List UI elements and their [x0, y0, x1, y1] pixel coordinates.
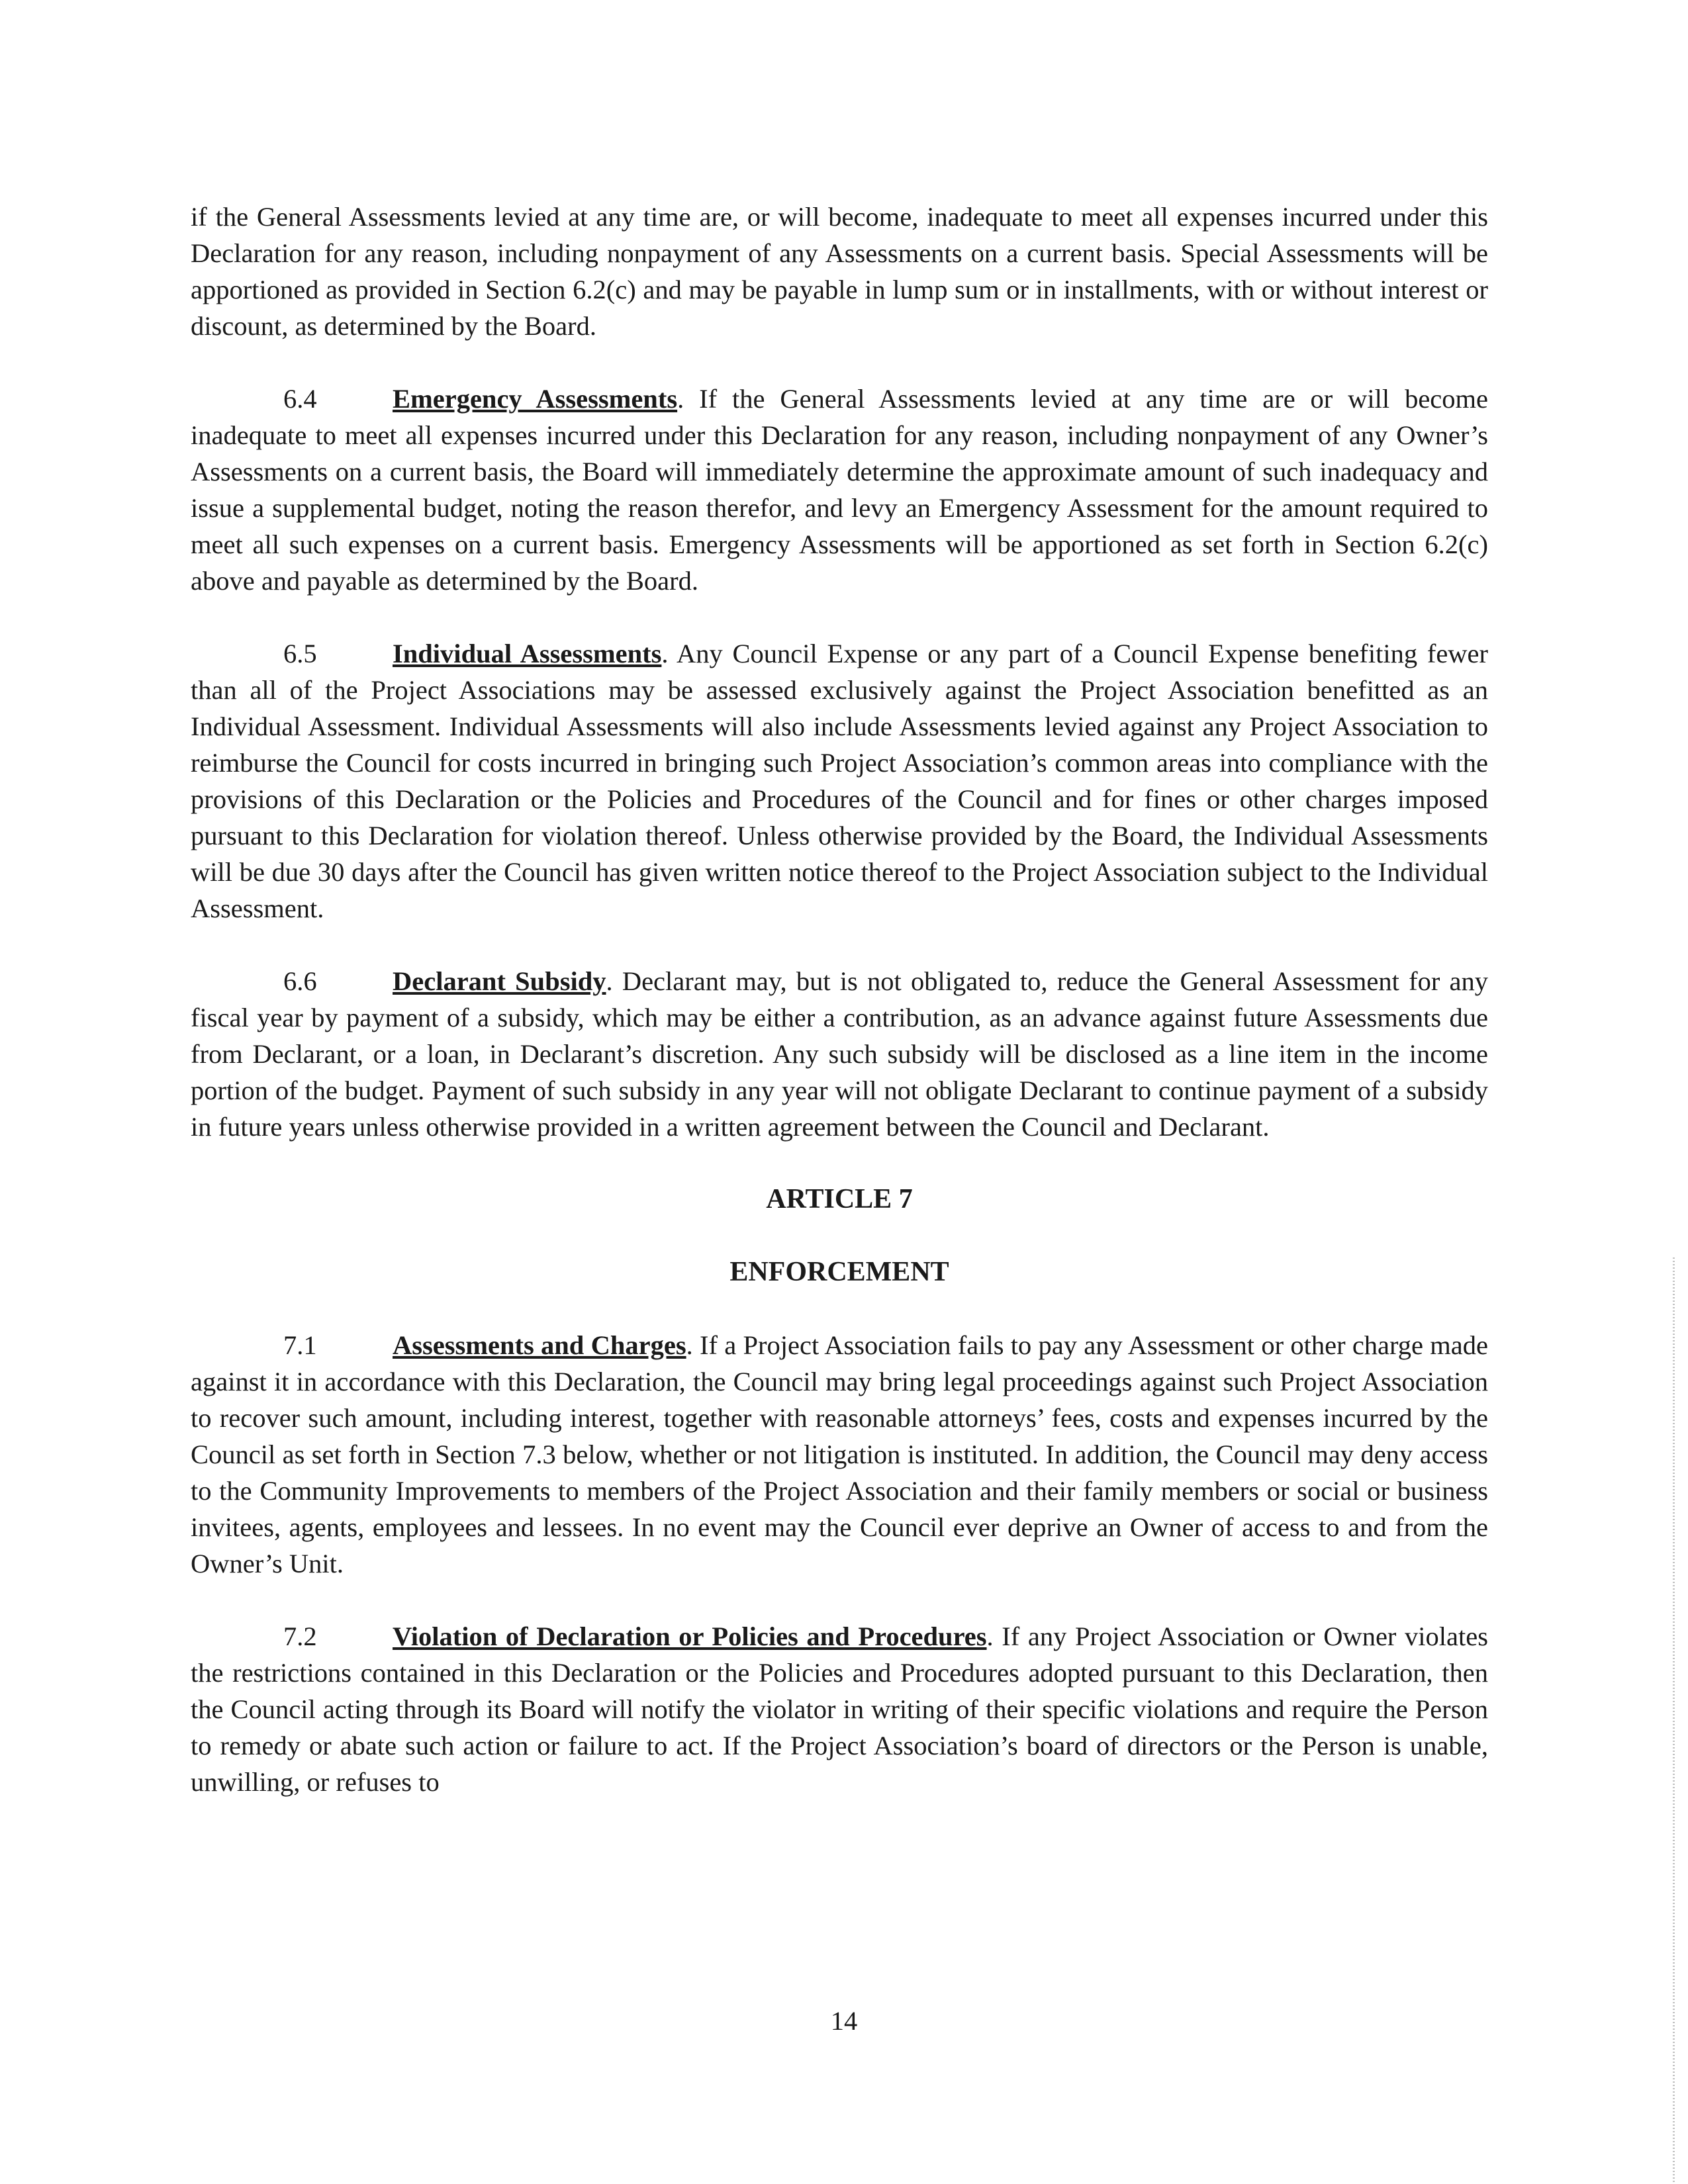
section-number: 6.5	[283, 639, 317, 668]
scan-edge-artifact	[1673, 1257, 1675, 2184]
section-body: If a Project Association fails to pay any Assessment or other charge made against it in accordance with this Declaration, the Council may bring legal proceedings against such Project Association to recover such amount, including interest, together with reasonable attorneys’ fees, costs and expenses incurred by the Council as set forth in Section 7.3 below, whether or not litigation is instituted. In addition, the Council may deny access to the Community Improvements to members of the Project Association and their family members or social or business invitees, agents, employees and lessees. In no event may the Council ever deprive an Owner of access to and from the Owner’s Unit.	[191, 1330, 1488, 1578]
section-6-4: 6.4 Emergency Assessments. If the General Assessments levied at any time are or will become inadequate to meet all expenses incurred under this Declaration for any reason, including nonpayment of any Owner’s Assessments on a current basis, the Board will immediately determine the approximate amount of such inadequacy and issue a supplemental budget, noting the reason therefor, and levy an Emergency Assessment for the amount required to meet all such expenses on a current basis. Emergency Assessments will be apportioned as set forth in Section 6.2(c) above and payable as determined by the Board.	[191, 381, 1488, 599]
section-body: If any Project Association or Owner violates the restrictions contained in this Declaration or the Policies and Procedures adopted pursuant to this Declaration, then the Council acting through its Board will notify the violator in writing of their specific violations and require the Person to remedy or abate such action or failure to act. If the Project Association’s board of directors or the Person is unable, unwilling, or refuses to	[191, 1621, 1488, 1797]
section-body: Declarant may, but is not obligated to, reduce the General Assessment for any fiscal year by payment of a subsidy, which may be either a contribution, as an advance against future Assessments due from Declarant, or a loan, in Declarant’s discretion. Any such subsidy will be disclosed as a line item in the income portion of the budget. Payment of such subsidy in any year will not obligate Declarant to continue payment of a subsidy in future years unless otherwise provided in a written agreement between the Council and Declarant.	[191, 966, 1488, 1142]
section-6-6: 6.6 Declarant Subsidy. Declarant may, but is not obligated to, reduce the General Assessment for any fiscal year by payment of a subsidy, which may be either a contribution, as an advance against future Assessments due from Declarant, or a loan, in Declarant’s discretion. Any such subsidy will be disclosed as a line item in the income portion of the budget. Payment of such subsidy in any year will not obligate Declarant to continue payment of a subsidy in future years unless otherwise provided in a written agreement between the Council and Declarant.	[191, 963, 1488, 1145]
section-7-2: 7.2 Violation of Declaration or Policies and Procedures. If any Project Association or Owner violates the restrictions contained in this Declaration or the Policies and Procedures adopted pursuant to this Declaration, then the Council acting through its Board will notify the violator in writing of their specific violations and require the Person to remedy or abate such action or failure to act. If the Project Association’s board of directors or the Person is unable, unwilling, or refuses to	[191, 1618, 1488, 1800]
section-heading: Assessments and Charges	[393, 1330, 686, 1360]
section-heading: Emergency Assessments	[393, 384, 678, 414]
page-number: 14	[830, 2006, 858, 2036]
section-body: Any Council Expense or any part of a Council Expense benefiting fewer than all of the Project Associations may be assessed exclusively against the Project Association benefitted as an Individual Assessment. Individual Assessments will also include Assessments levied against any Project Association to reimburse the Council for costs incurred in bringing such Project Association’s common areas into compliance with the provisions of this Declaration or the Policies and Procedures of the Council and for fines or other charges imposed pursuant to this Declaration for violation thereof. Unless otherwise provided by the Board, the Individual Assessments will be due 30 days after the Council has given written notice thereof to the Project Association subject to the Individual Assessment.	[191, 639, 1489, 923]
section-7-1: 7.1 Assessments and Charges. If a Project Association fails to pay any Assessment or other charge made against it in accordance with this Declaration, the Council may bring legal proceedings against such Project Association to recover such amount, including interest, together with reasonable attorneys’ fees, costs and expenses incurred by the Council as set forth in Section 7.3 below, whether or not litigation is instituted. In addition, the Council may deny access to the Community Improvements to members of the Project Association and their family members or social or business invitees, agents, employees and lessees. In no event may the Council ever deprive an Owner of access to and from the Owner’s Unit.	[191, 1327, 1488, 1582]
section-number: 7.2	[283, 1621, 317, 1651]
section-number: 6.6	[283, 966, 317, 996]
section-body: If the General Assessments levied at any time are or will become inadequate to meet all expenses incurred under this Declaration for any reason, including nonpayment of any Owner’s Assessments on a current basis, the Board will immediately determine the approximate amount of such inadequacy and issue a supplemental budget, noting the reason therefor, and levy an Emergency Assessment for the amount required to meet all such expenses on a current basis. Emergency Assessments will be apportioned as set forth in Section 6.2(c) above and payable as determined by the Board.	[191, 384, 1488, 596]
section-number: 6.4	[283, 384, 317, 414]
section-6-5: 6.5 Individual Assessments. Any Council Expense or any part of a Council Expense benefiting fewer than all of the Project Associations may be assessed exclusively against the Project Association benefitted as an Individual Assessment. Individual Assessments will also include Assessments levied against any Project Association to reimburse the Council for costs incurred in bringing such Project Association’s common areas into compliance with the provisions of this Declaration or the Policies and Procedures of the Council and for fines or other charges imposed pursuant to this Declaration for violation thereof. Unless otherwise provided by the Board, the Individual Assessments will be due 30 days after the Council has given written notice thereof to the Project Association subject to the Individual Assessment.	[191, 635, 1488, 927]
section-heading: Individual Assessments	[393, 639, 662, 668]
article-title: ENFORCEMENT	[729, 1257, 949, 1287]
article-label: ARTICLE 7	[766, 1184, 913, 1214]
document-page	[191, 199, 1488, 1800]
section-heading: Declarant Subsidy	[393, 966, 606, 996]
section-heading: Violation of Declaration or Policies and Procedures	[393, 1621, 987, 1651]
continuation-paragraph: if the General Assessments levied at any time are, or will become, inadequate to meet all expenses incurred under this Declaration for any reason, including nonpayment of any Assessments on a current basis. Special Assessments will be apportioned as provided in Section 6.2(c) and may be payable in lump sum or in installments, with or without interest or discount, as determined by the Board.	[191, 202, 1488, 341]
section-number: 7.1	[283, 1330, 317, 1360]
